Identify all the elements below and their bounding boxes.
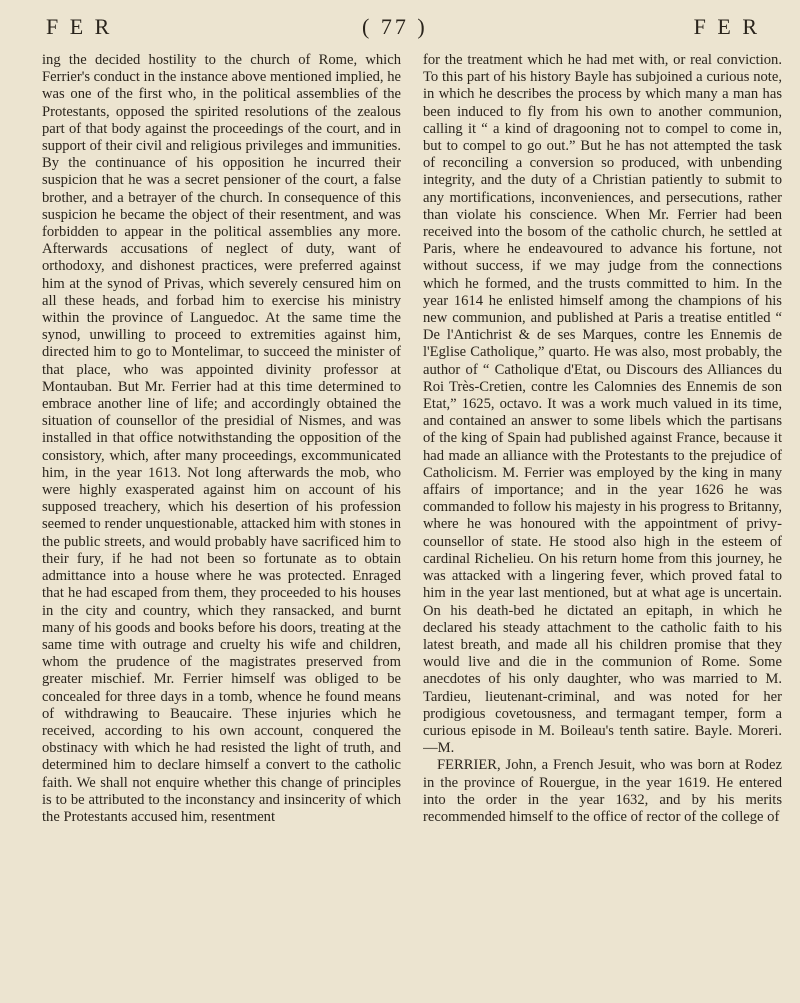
page-number: ( 77 )	[362, 14, 428, 39]
text-columns	[42, 52, 782, 991]
right-column-paragraph: for the treatment which he had met with, or real conviction. To this part of his history Bayle has subjoined a curious note, in which he describes the process by which many a man has been induced to fly from his own to another communion, calling it “ a kind of dragooning not to compel to come in, but to compel to go out.” But he has not attempted the task of reconciling a conversion so produced, with unbending integrity, and the duty of a Christian patiently to submit to any mortifications, inconveniences, and persecutions, rather than violate his conscience. When Mr. Ferrier had been received into the bosom of the catholic church, he settled at Paris, where he endeavoured to advance his fortune, not without success, if we may judge from the connections which he formed, and the trusts committed to him. In the year 1614 he enlisted himself among the champions of his new communion, and published at Paris a treatise entitled “ De l'Antichrist & de ses Marques, contre les Ennemis de l'Eglise Catholique,” quarto. He was also, most probably, the author of “ Catholique d'Etat, ou Discours des Alliances du Roi Très-Cretien, contre les Calomnies des Ennemis de son Etat,” 1625, octavo. It was a work much valued in its time, and contained an answer to some libels which the partisans of the king of Spain had published against France, because it had made an alliance with the Protestants to the prejudice of Catholicism. M. Ferrier was employed by the king in many affairs of importance; and in the year 1626 he was commanded to follow his majesty in his progress to Britanny, where he was honoured with the appointment of privy-counsellor of state. He stood also high in the esteem of cardinal Richelieu. On his return home from this journey, he was attacked with a lingering fever, which proved fatal to him in the year last mentioned, but at what age is uncertain. On his death-bed he dictated an epitaph, in which he declared his steady attachment to the catholic faith to his latest breath, and made all his children promise that they would live and die in the communion of Rome. Some anecdotes of his only daughter, who was married to M. Tardieu, lieutenant-criminal, and was noted for her prodigious covetousness, and termagant temper, form a curious episode in M. Boileau's tenth satire. Bayle. Moreri.—M.	[423, 52, 782, 757]
running-header	[42, 8, 782, 48]
left-column	[42, 52, 401, 991]
right-column	[423, 52, 782, 991]
header-left-word: F E R	[46, 14, 113, 39]
entry-ferrier-john: FERRIER, John, a French Jesuit, who was born at Rodez in the province of Rouergue, in the year 1619. He entered into the order in the year 1632, and by his merits recommended himself to the office of rector of the college of	[423, 757, 782, 825]
left-column-paragraph: ing the decided hostility to the church of Rome, which Ferrier's conduct in the instance above mentioned implied, he was one of the first who, in the political assemblies of the Protestants, opposed the spirited resolutions of the zealous part of that body against the proceedings of the court, and in support of their civil and religious privileges and immunities. By the continuance of his opposition he incurred their suspicion that he was a secret pensioner of the court, a false brother, and a betrayer of the church. In consequence of this suspicion he became the object of their resentment, and was forbidden to appear in the political assemblies any more. Afterwards accusations of neglect of duty, want of orthodoxy, and dishonest practices, were preferred against him at the synod of Privas, which severely censured him on all these heads, and forbad him to exercise his ministry within the province of Languedoc. At the same time the synod, unwilling to proceed to extremities against him, directed him to go to Montelimar, to succeed the minister of that place, who was appointed divinity professor at Montauban. But Mr. Ferrier had at this time determined to embrace another line of life; and accordingly obtained the situation of counsellor of the presidial of Nismes, and was installed in that office notwithstanding the opposition of the consistory, which, after many proceedings, excommunicated him, in the year 1613. Not long afterwards the mob, who were highly exasperated against him on account of his supposed treachery, which his desertion of his profession seemed to render unquestionable, attacked him with stones in the public streets, and would probably have sacrificed him to their fury, if he had not been so fortunate as to obtain admittance into a house where he was protected. Enraged that he had escaped from them, they proceeded to his houses in the city and country, which they ransacked, and burnt many of his goods and books before his doors, treating at the same time with outrage and cruelty his wife and children, whom the prudence of the magistrates preserved from greater mischief. Mr. Ferrier himself was obliged to be concealed for three days in a tomb, whence he found means of withdrawing to Beaucaire. These injuries which he received, according to his own account, conquered the obstinacy with which he had resisted the light of truth, and determined him to declare himself a convert to the catholic faith. We shall not enquire whether this change of principles is to be attributed to the inconstancy and insincerity of which the Protestants accused him, resentment	[42, 52, 401, 825]
header-right-word: F E R	[693, 14, 760, 39]
